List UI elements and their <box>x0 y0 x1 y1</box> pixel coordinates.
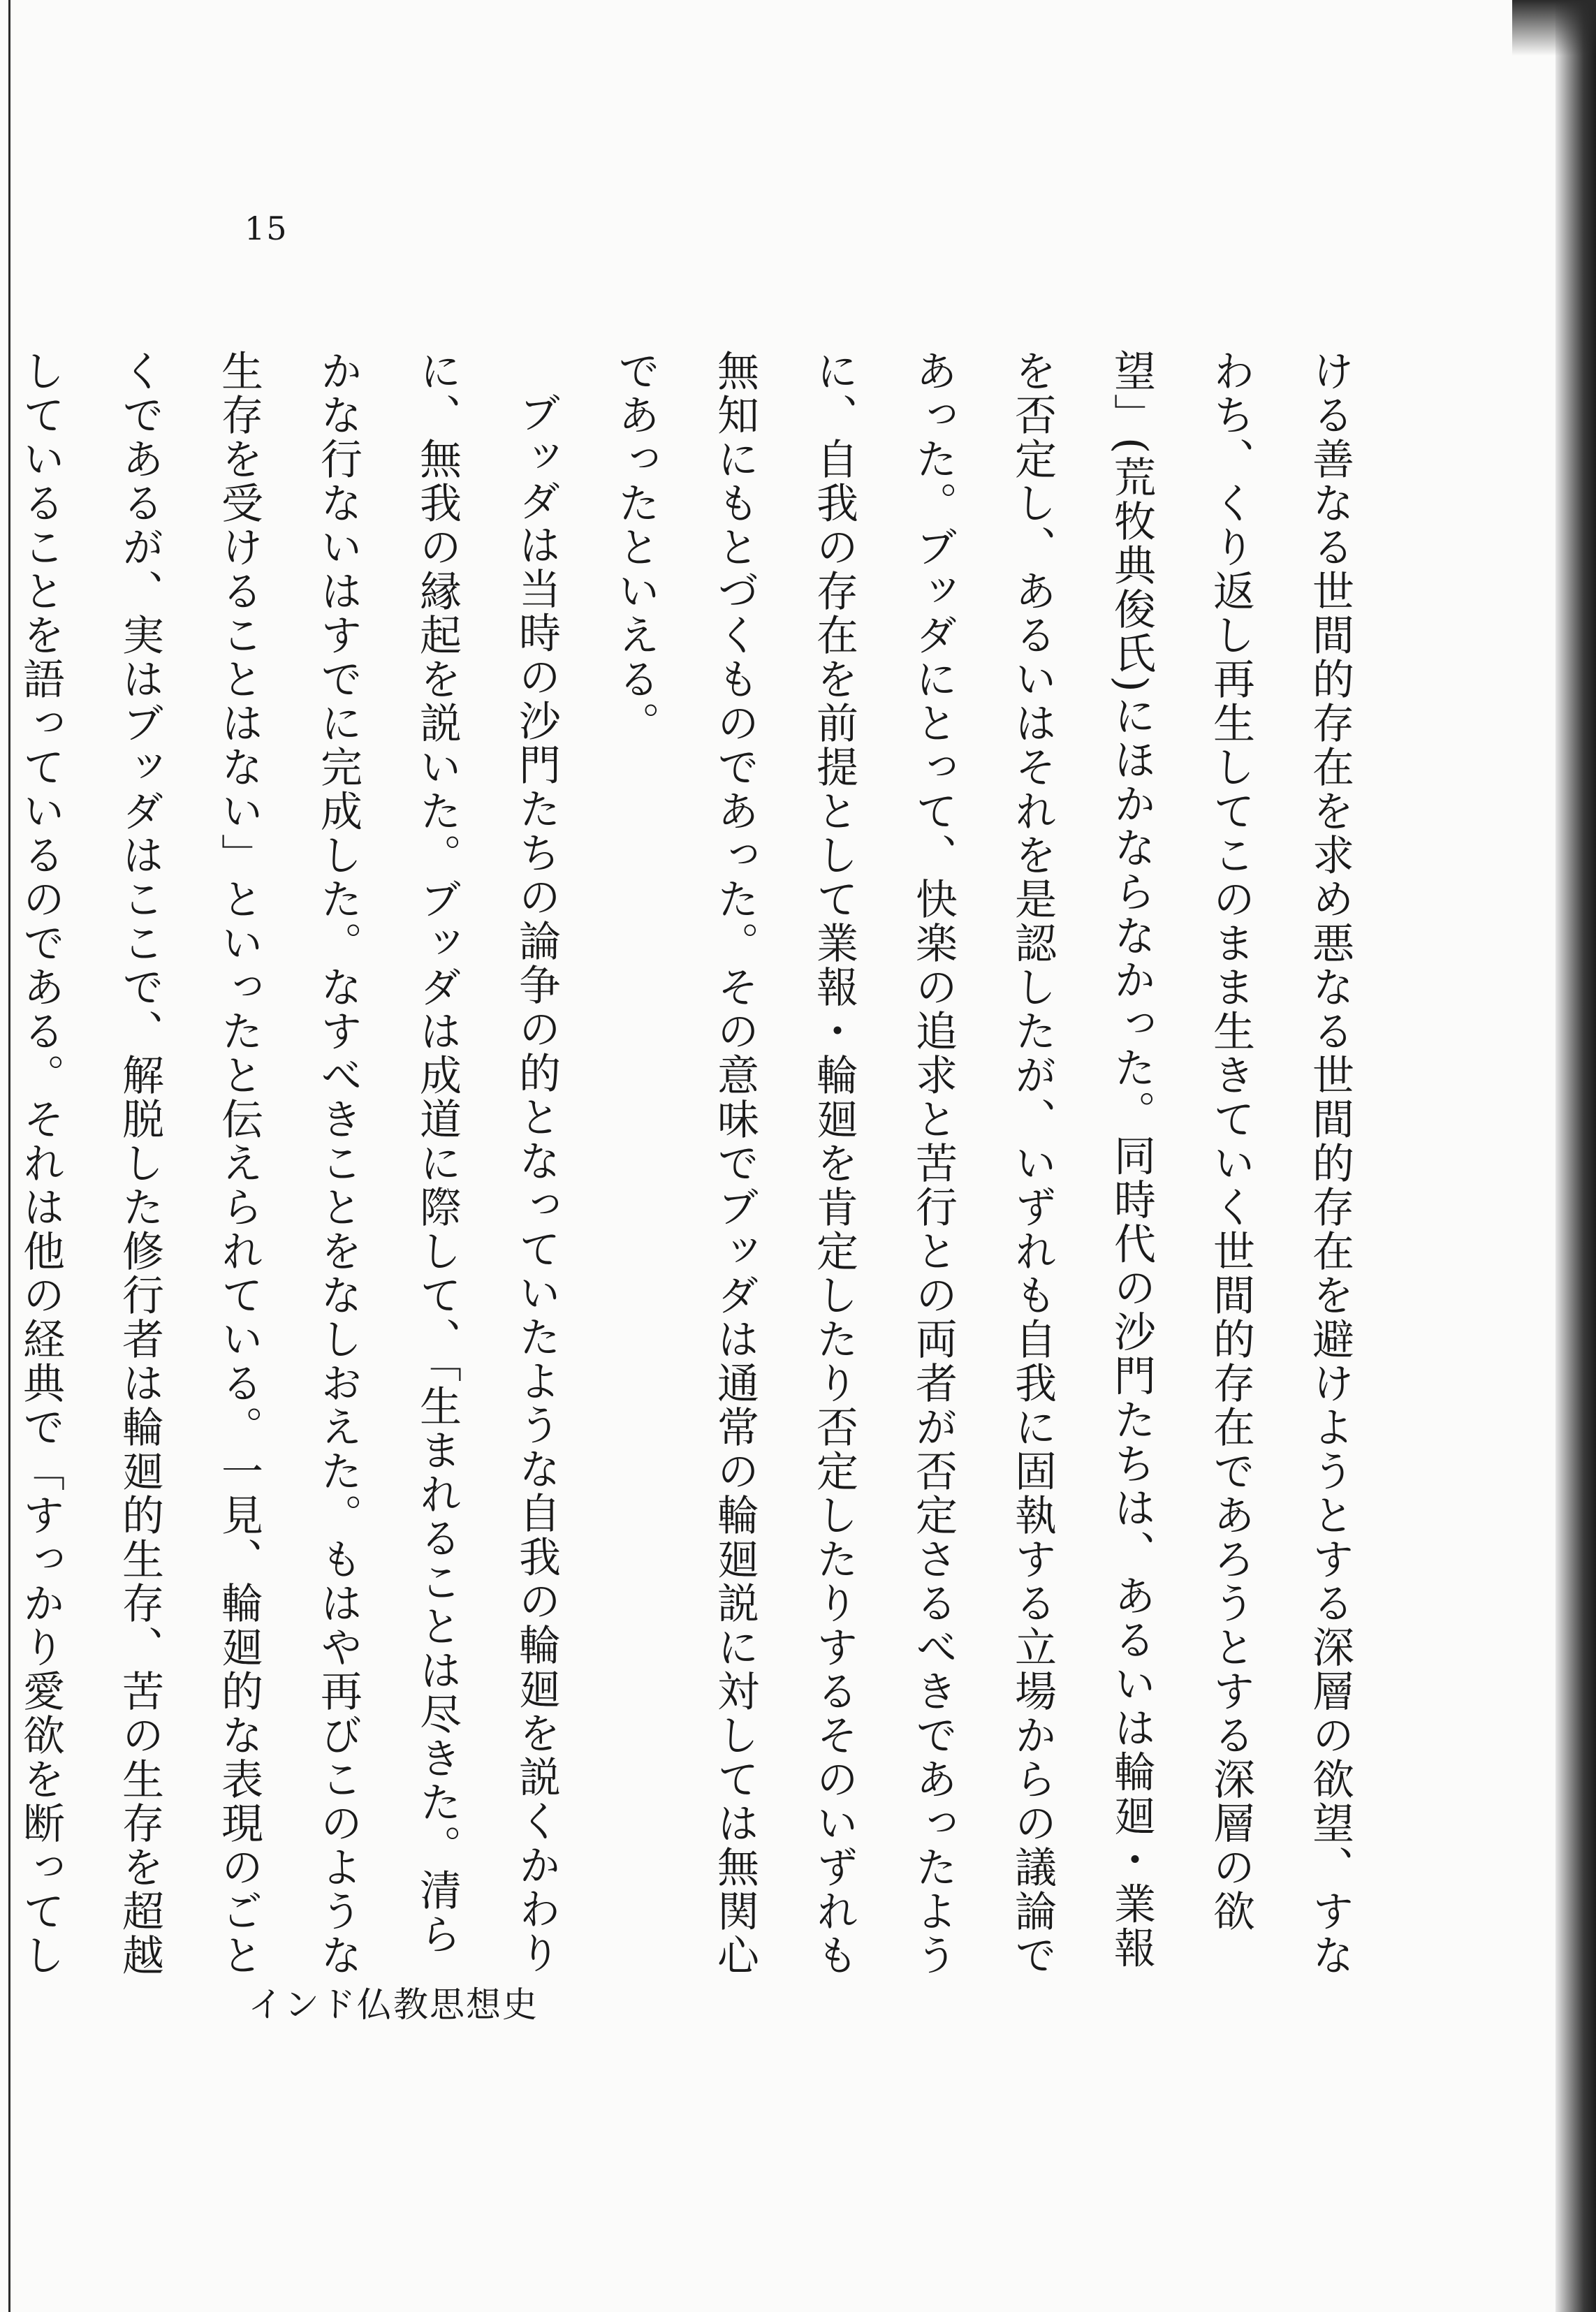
running-title: インド仏教思想史 <box>248 1984 539 2025</box>
binding-shadow-top <box>1512 0 1596 56</box>
body-text <box>0 349 1379 1984</box>
paragraph-1: ける善なる世間的存在を求め悪なる世間的存在を避けようとする深層の欲望、すなわち、くり返し再生してこのまま生きていく世間的存在であろうとする深層の欲望」(荒牧典俊氏)にほかならなかった。同時代の沙門たちは、あるいは輪廻・業報を否定し、あるいはそれを是認したが、いずれも自我に固執する立場からの議論であった。ブッダにとって、快楽の追求と苦行との両者が否定さるべきであったように、自我の存在を前提として業報・輪廻を肯定したり否定したりするそのいずれも無知にもとづくものであった。その意味でブッダは通常の輪廻説に対しては無関心であったといえる。 <box>611 349 1354 1977</box>
page-number: 15 <box>244 210 288 247</box>
paragraph-2: ブッダは当時の沙門たちの論争の的となっていたような自我の輪廻を説くかわりに、無我の縁起を説いた。ブッダは成道に際して、「生まれることは尽きた。清らかな行ないはすでに完成した。なすべきことをなしおえた。もはや再びこのような生存を受けることはない」といったと伝えられている。一見、輪廻的な表現のごとくであるが、実はブッダはここで、解脱した修行者は輪廻的生存、苦の生存を超越していることを語っているのである。それは他の経典で「すっかり愛欲を断ってし <box>16 349 561 1977</box>
binding-shadow <box>1555 0 1596 2312</box>
